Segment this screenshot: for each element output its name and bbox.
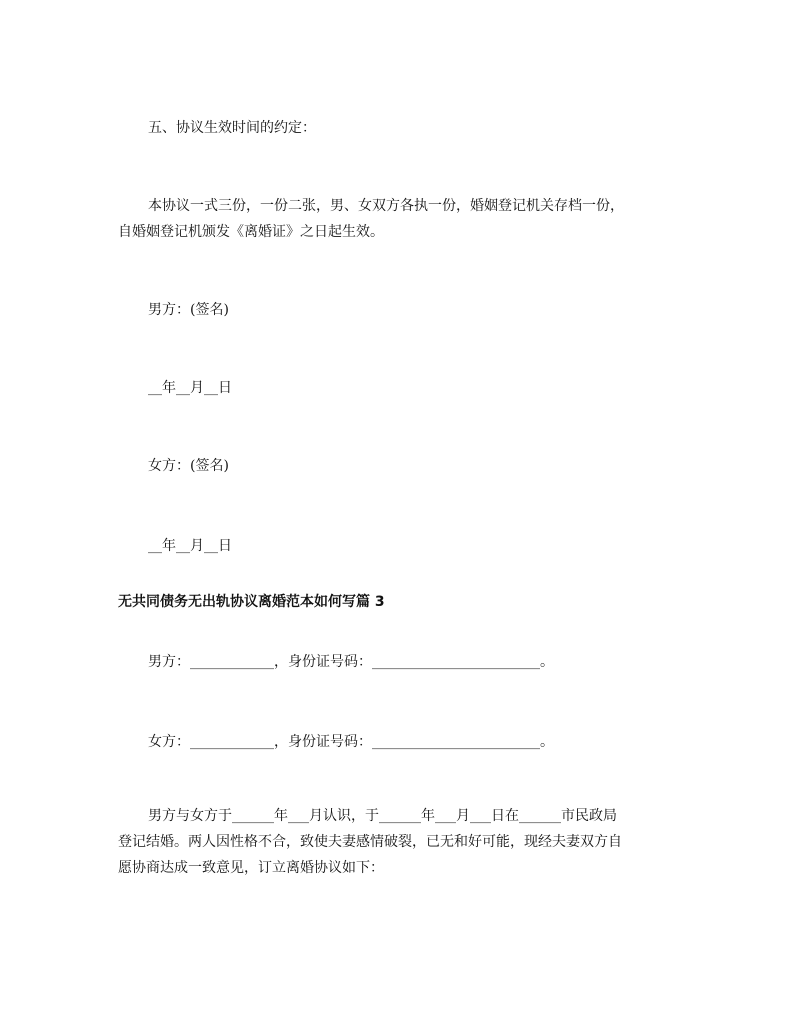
section-5-heading: 五、协议生效时间的约定：: [148, 120, 316, 136]
intro-paragraph-line-3: 愿协商达成一致意见，订立离婚协议如下：: [118, 860, 384, 876]
intro-paragraph-line-2: 登记结婚。两人因性格不合，致使夫妻感情破裂，已无和好可能，现经夫妻双方自: [118, 834, 622, 850]
template-3-title: 无共同债务无出轨协议离婚范本如何写篇 3: [118, 594, 385, 610]
man-signature-line: 男方：(签名): [148, 302, 229, 318]
woman-signature-line: 女方：(签名): [148, 458, 229, 474]
man-date-line: __年__月__日: [148, 380, 232, 396]
intro-paragraph-line-1: 男方与女方于______年___月认识，于______年___月___日在______市民政局: [148, 808, 617, 824]
woman-date-line: __年__月__日: [148, 538, 232, 554]
section-5-paragraph-line-2: 自婚姻登记机颁发《离婚证》之日起生效。: [118, 224, 384, 240]
section-5-paragraph-line-1: 本协议一式三份，一份二张，男、女双方各执一份，婚姻登记机关存档一份，: [148, 198, 624, 214]
man-id-line: 男方：____________，身份证号码：________________________。: [148, 654, 554, 670]
woman-id-line: 女方：____________，身份证号码：________________________。: [148, 734, 554, 750]
